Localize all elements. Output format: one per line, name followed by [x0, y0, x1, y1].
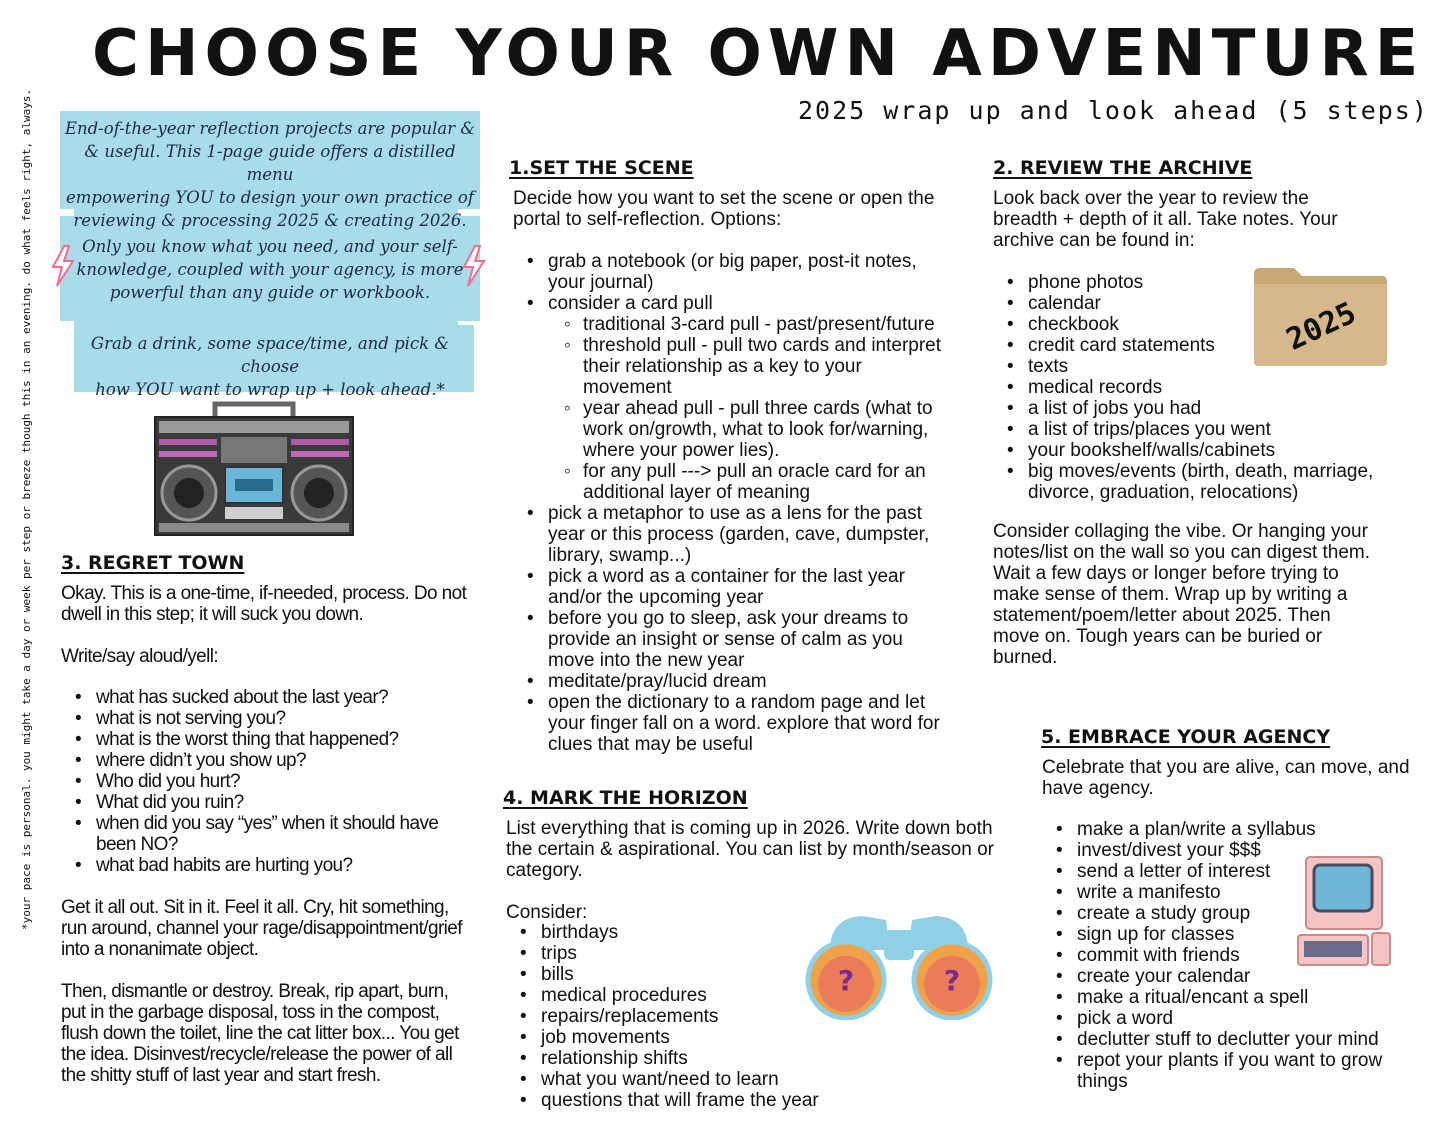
list-item: ◦ traditional 3-card pull - past/present/future [548, 314, 983, 335]
card-pull-sublist [548, 314, 983, 503]
list-item: • pick a word [1042, 1008, 1442, 1029]
list-item: • open the dictionary to a random page and let your finger fall on a word. explore that word for clues that may be useful [513, 692, 983, 755]
step1-heading: 1.SET THE SCENE [509, 157, 694, 179]
list-item: • what has sucked about the last year? [61, 687, 481, 708]
step1-intro: Decide how you want to set the scene or open the portal to self-reflection. Options: [513, 188, 935, 230]
list-item: • relationship shifts [506, 1048, 846, 1069]
list-item: • What did you ruin? [61, 792, 481, 813]
list-item: • a list of jobs you had [993, 398, 1433, 419]
list-item: • checkbook [993, 314, 1433, 335]
step3-paragraph-2: Then, dismantle or destroy. Break, rip apart, burn, put in the garbage disposal, toss in the compost, flush down the toilet, line the cat litter box... You get the idea. Disinvest/recycle/release the power of all the shitty stuff of last year and start fresh. [61, 981, 459, 1086]
folder-icon [1252, 266, 1389, 368]
list-item: • when did you say “yes” when it should have been NO? [61, 813, 481, 855]
list-item: • medical procedures [506, 985, 846, 1006]
intro-panel [60, 111, 480, 399]
boombox-icon [153, 401, 355, 539]
step2-intro: Look back over the year to review the breadth + depth of it all. Take notes. Your archive can be found in: [993, 188, 1338, 251]
list-item: ◦ threshold pull - pull two cards and interpret their relationship as a key to your movement [548, 335, 983, 398]
step5-intro: Celebrate that you are alive, can move, and have agency. [1042, 757, 1410, 799]
list-item: • declutter stuff to declutter your mind [1042, 1029, 1442, 1050]
list-item: • send a letter of interest [1042, 861, 1442, 882]
lightning-bolt-icon [50, 245, 76, 287]
list-item: • what is the worst thing that happened? [61, 729, 481, 750]
step3-prompt: Write/say aloud/yell: [61, 646, 219, 667]
step3-heading: 3. REGRET TOWN [61, 552, 245, 574]
step2-outro: Consider collaging the vibe. Or hanging your notes/list on the wall so you can digest them. Wait a few days or longer before trying to make sense of them. Wrap up by writing a statement/poem/letter about 2025. Then move on. Tough years can be buried or burned. [993, 521, 1371, 668]
list-item: • commit with friends [1042, 945, 1442, 966]
list-item: • pick a metaphor to use as a lens for the past year or this process (garden, cave, dumpster, library, swamp...) [513, 503, 983, 566]
list-item: • write a manifesto [1042, 882, 1442, 903]
list-item: • pick a word as a container for the last year and/or the upcoming year [513, 566, 983, 608]
list-item: ◦ for any pull ---> pull an oracle card for an additional layer of meaning [548, 461, 983, 503]
list-item: • trips [506, 943, 846, 964]
page-title: CHOOSE YOUR OWN ADVENTURE [92, 17, 1425, 91]
list-item: • meditate/pray/lucid dream [513, 671, 983, 692]
computer-icon [1296, 855, 1394, 969]
svg-text:?: ? [837, 964, 855, 997]
step1-options-list [513, 251, 983, 755]
list-item: • texts [993, 356, 1433, 377]
list-item: • phone photos [993, 272, 1433, 293]
list-item: • consider a card pull ◦ traditional 3-card pull - past/present/future ◦ threshold pull - pull two cards and interpret their relationship as a key to your movement ◦ year ahead pull - pull three cards (what to work on/growth, what to look for/warning, where your power lies). ◦ for any pull ---> pull an oracle card for an additional layer of meaning [513, 293, 983, 503]
list-item: • grab a notebook (or big paper, post-it notes, your journal) [513, 251, 983, 293]
list-item: • what bad habits are hurting you? [61, 855, 481, 876]
side-note [20, 50, 34, 930]
step4-intro: List everything that is coming up in 2026. Write down both the certain & aspirational. You can list by month/season or category. [506, 818, 994, 881]
list-item: • what you want/need to learn [506, 1069, 846, 1090]
step4-consider-label: Consider: [506, 902, 588, 923]
list-item: • questions that will frame the year [506, 1090, 846, 1111]
step4-heading: 4. MARK THE HORIZON [503, 787, 748, 809]
folder-label: 2025 [1281, 295, 1362, 358]
list-item: • before you go to sleep, ask your dreams to provide an insight or sense of calm as you move into the new year [513, 608, 983, 671]
list-item: • your bookshelf/walls/cabinets [993, 440, 1433, 461]
list-item: • invest/divest your $$$ [1042, 840, 1442, 861]
intro-paragraph-2: Only you know what you need, and your self- knowledge, coupled with your agency, is more powerful than any guide or workbook. [76, 237, 464, 302]
list-item: • a list of trips/places you went [993, 419, 1433, 440]
step2-heading: 2. REVIEW THE ARCHIVE [993, 157, 1253, 179]
list-item: • sign up for classes [1042, 924, 1442, 945]
list-item: • big moves/events (birth, death, marriage, divorce, graduation, relocations) [993, 461, 1433, 503]
binoculars-icon [800, 910, 998, 1020]
list-item: • Who did you hurt? [61, 771, 481, 792]
svg-text:?: ? [943, 964, 961, 997]
list-item: • birthdays [506, 922, 846, 943]
step3-question-list [61, 687, 481, 876]
list-item: • calendar [993, 293, 1433, 314]
step3-intro: Okay. This is a one-time, if-needed, process. Do not dwell in this step; it will suck you down. [61, 583, 467, 625]
list-item: • credit card statements [993, 335, 1433, 356]
step4-horizon-list [506, 922, 846, 1111]
list-item: • where didn’t you show up? [61, 750, 481, 771]
list-item: • make a plan/write a syllabus [1042, 819, 1442, 840]
intro-paragraph-1: End-of-the-year reflection projects are popular & & useful. This 1-page guide offers a distilled menu empowering YOU to design your own practice of reviewing & processing 2025 & creating 2026. [64, 119, 476, 230]
list-item: • create a study group [1042, 903, 1442, 924]
intro-paragraph-3: Grab a drink, some space/time, and pick & choose how YOU want to wrap up + look ahead.* [90, 334, 450, 399]
step3-paragraph-1: Get it all out. Sit in it. Feel it all. Cry, hit something, run around, channel your rage/disappointment/grief into a nonanimate object. [61, 897, 462, 960]
list-item: • bills [506, 964, 846, 985]
list-item: • repot your plants if you want to grow things [1042, 1050, 1442, 1092]
lightning-bolt-icon [461, 245, 487, 287]
list-item: • medical records [993, 377, 1433, 398]
list-item: • repairs/replacements [506, 1006, 846, 1027]
side-note-text: *your pace is personal. you might take a day or week per step or breeze though this in an evening. do what feels right, always. [20, 88, 33, 930]
list-item: • create your calendar [1042, 966, 1442, 987]
page-subtitle: 2025 wrap up and look ahead (5 steps) [798, 96, 1429, 125]
list-item: • job movements [506, 1027, 846, 1048]
list-item: ◦ year ahead pull - pull three cards (what to work on/growth, what to look for/warning, where your power lies). [548, 398, 983, 461]
step5-heading: 5. EMBRACE YOUR AGENCY [1041, 726, 1331, 748]
list-item: • what is not serving you? [61, 708, 481, 729]
list-item: • make a ritual/encant a spell [1042, 987, 1442, 1008]
